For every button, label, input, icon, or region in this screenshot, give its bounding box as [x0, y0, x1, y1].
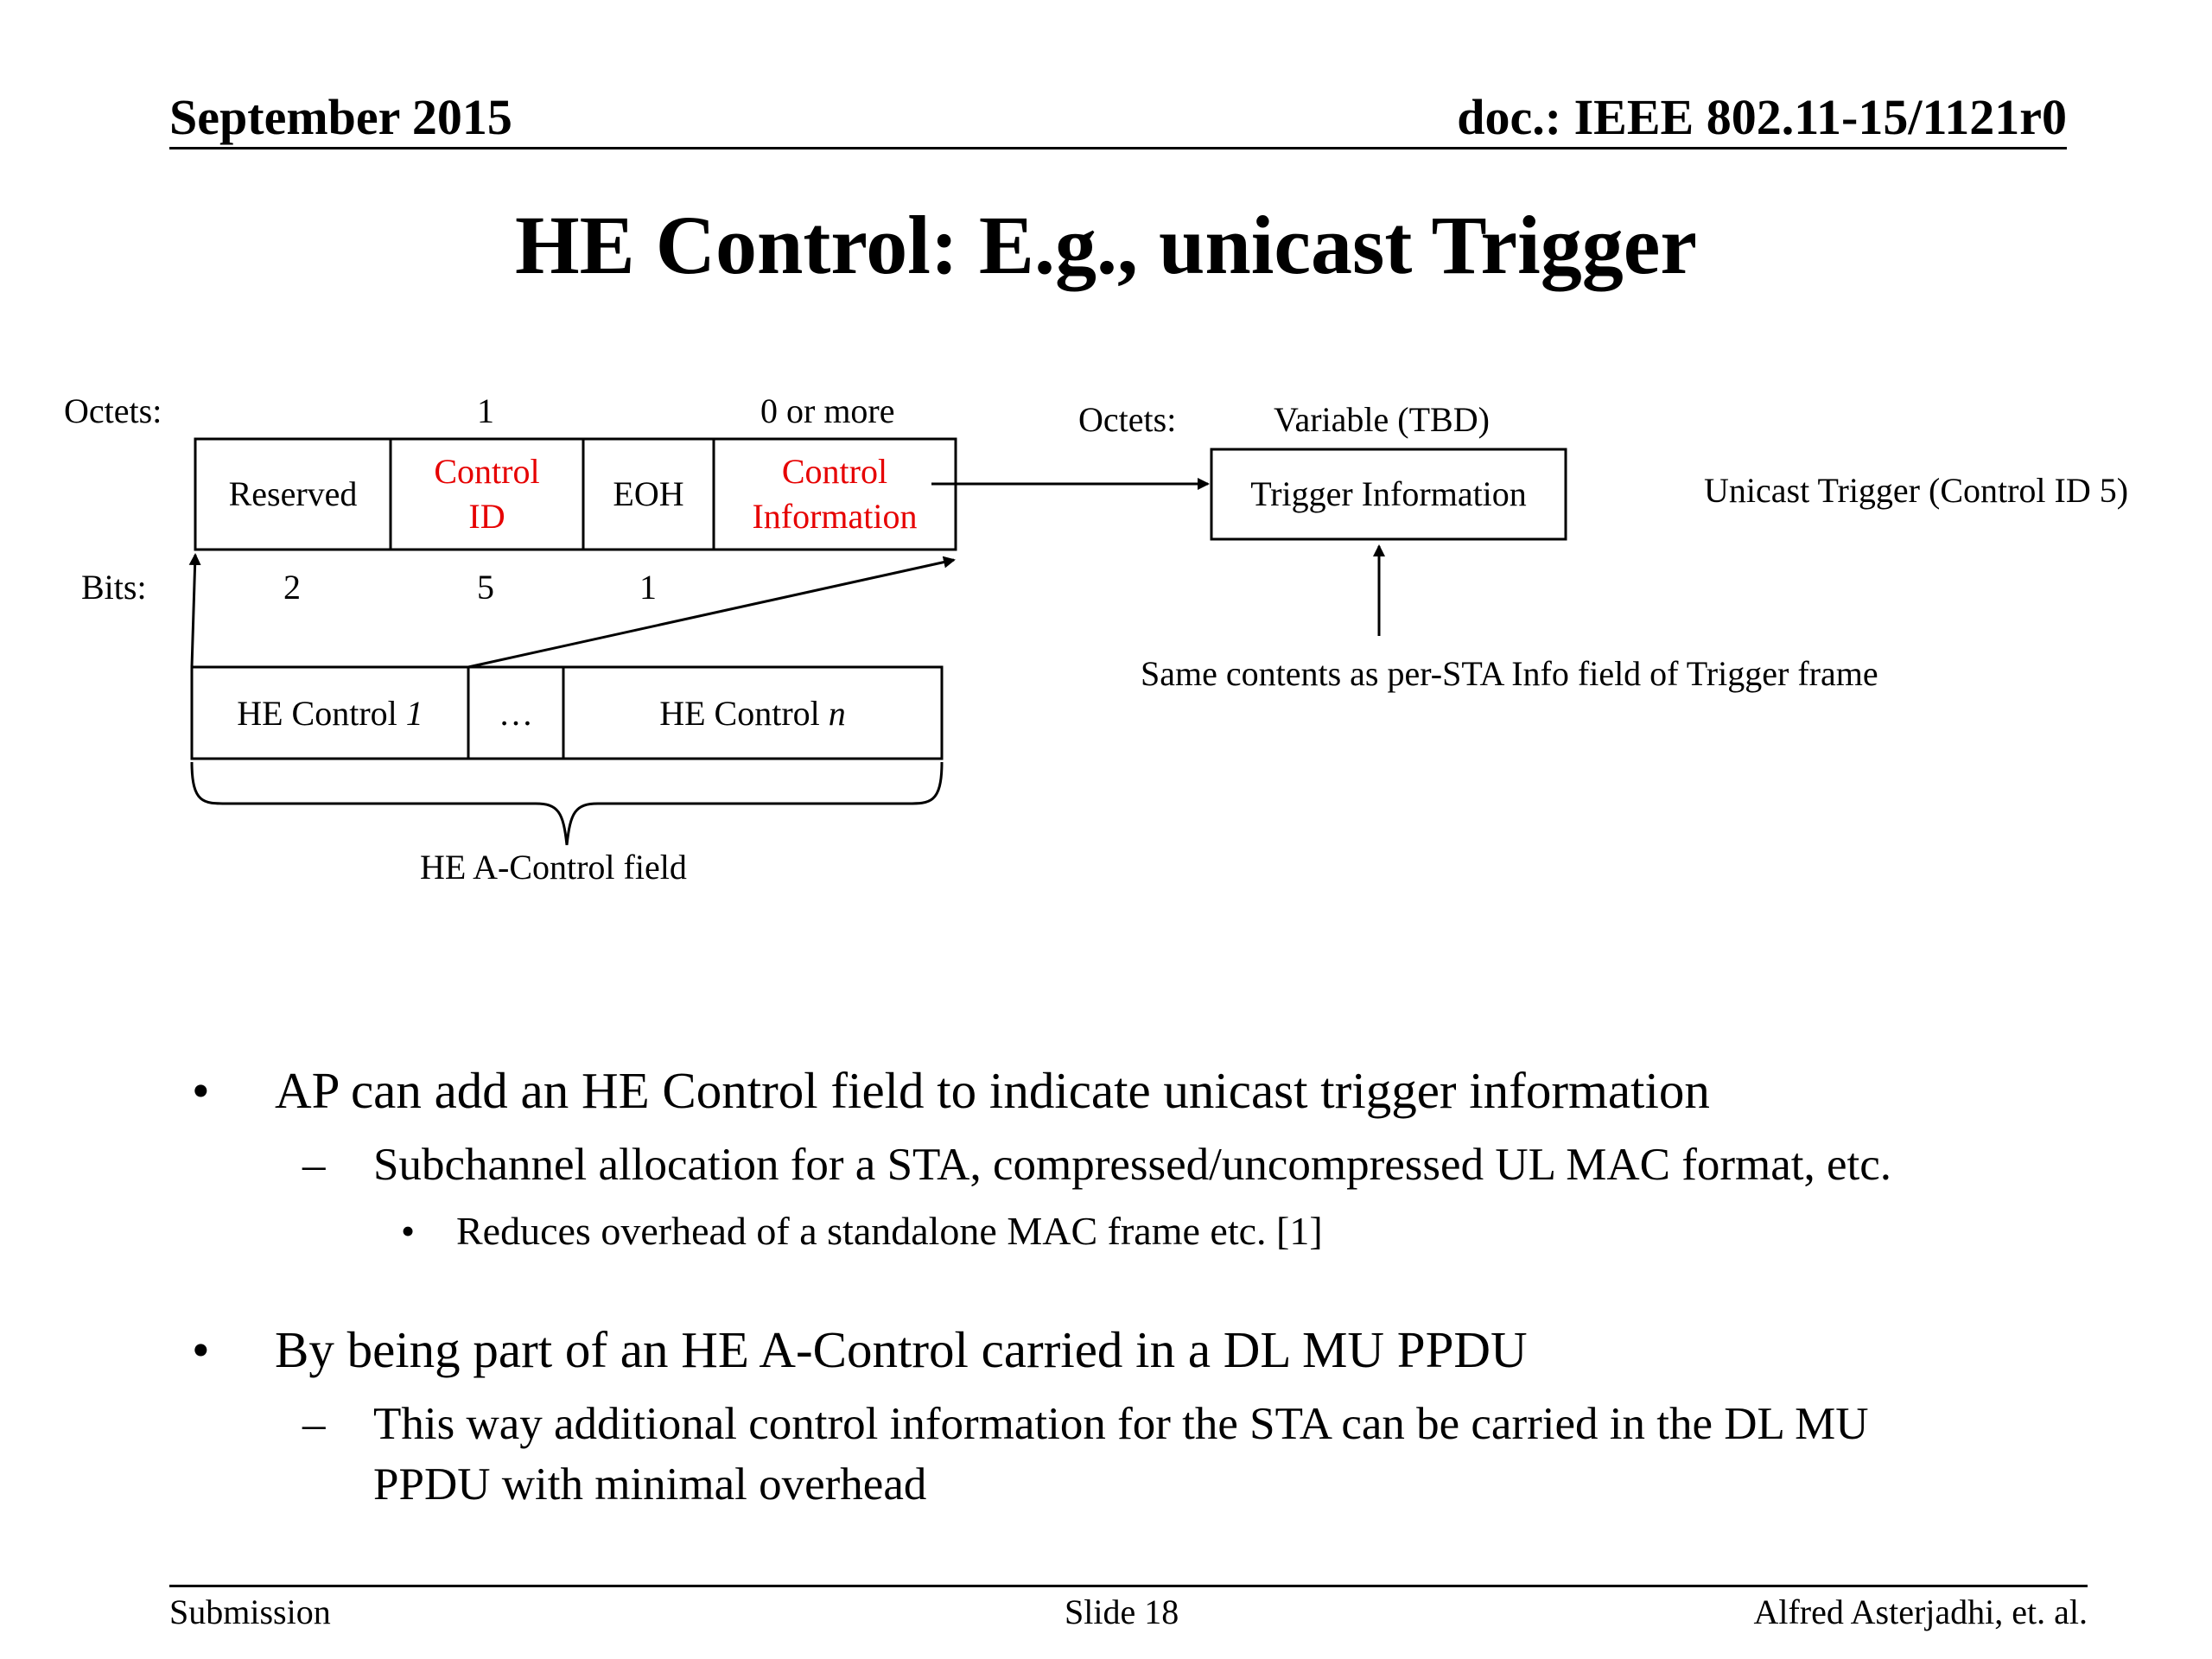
trigger-info-note: Same contents as per-STA Info field of Trigger frame	[1141, 654, 1878, 693]
trigger-info-label: Trigger Information	[1250, 474, 1527, 513]
he-control-ellipsis: …	[499, 694, 533, 733]
expand-line-right	[468, 560, 954, 667]
field-control-info-line1: Control	[781, 452, 888, 491]
octets-label-left: Octets:	[64, 391, 162, 430]
footer-rule	[169, 1585, 2088, 1587]
bullet-1-1-1: Reduces overhead of a standalone MAC frame etc. [1]	[456, 1209, 1323, 1253]
bits-eoh: 1	[639, 568, 657, 607]
dash-glyph: –	[302, 1140, 326, 1190]
octets-value-1: 1	[477, 391, 494, 430]
he-control-first: HE Control 1	[237, 694, 423, 733]
footer-slide-number: Slide 18	[1065, 1592, 1179, 1631]
field-control-id-line2: ID	[468, 497, 505, 536]
bullet-glyph: •	[192, 1321, 210, 1378]
he-a-control-field-label: HE A-Control field	[420, 848, 687, 887]
field-eoh: EOH	[613, 474, 684, 513]
bullet-glyph-small: •	[401, 1209, 416, 1253]
bullet-2-1-line2: PPDU with minimal overhead	[373, 1459, 927, 1510]
bits-control-id: 5	[477, 568, 494, 607]
bullet-glyph: •	[192, 1062, 210, 1119]
he-control-last: HE Control n	[659, 694, 846, 733]
field-control-id-line1: Control	[434, 452, 540, 491]
bits-reserved: 2	[283, 568, 301, 607]
bullet-2: By being part of an HE A-Control carried in a DL MU PPDU	[275, 1321, 1528, 1378]
field-reserved: Reserved	[228, 474, 358, 513]
octets-value-0-or-more: 0 or more	[760, 391, 895, 430]
expand-line-left	[192, 555, 195, 667]
slide-title: HE Control: E.g., unicast Trigger	[515, 199, 1697, 291]
unicast-trigger-label: Unicast Trigger (Control ID 5)	[1704, 471, 2129, 510]
header-date: September 2015	[169, 89, 512, 145]
bullet-1-1: Subchannel allocation for a STA, compressed/uncompressed UL MAC format, etc.	[373, 1140, 1892, 1190]
bullet-1: AP can add an HE Control field to indicate unicast trigger information	[275, 1062, 1710, 1119]
he-a-control-brace	[192, 762, 942, 845]
field-control-info-line2: Information	[752, 497, 918, 536]
header-doc-id: doc.: IEEE 802.11-15/1121r0	[1457, 89, 2067, 145]
bits-label: Bits:	[81, 568, 147, 607]
footer-submission: Submission	[169, 1592, 331, 1631]
octets-value-variable: Variable (TBD)	[1274, 400, 1490, 439]
bullet-2-1-line1: This way additional control information for the STA can be carried in the DL MU	[373, 1399, 1869, 1449]
dash-glyph: –	[302, 1399, 326, 1449]
footer-author: Alfred Asterjadhi, et. al.	[1753, 1592, 2088, 1631]
octets-label-right: Octets:	[1078, 400, 1177, 439]
